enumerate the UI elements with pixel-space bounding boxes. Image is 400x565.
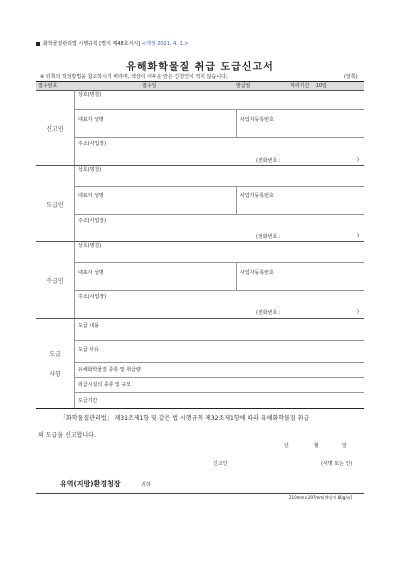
signer-label: 신고인 bbox=[213, 461, 228, 467]
bullet-icon bbox=[36, 42, 40, 46]
matters-facility-label: 취급시설의 종류 및 규모 bbox=[78, 382, 132, 388]
contractor-rep-label: 대표자 성명 bbox=[78, 193, 104, 199]
matters-reason-label: 도급 사유 bbox=[78, 347, 99, 353]
page-side-label: (앞쪽) bbox=[344, 74, 358, 80]
date-day-label: 일 bbox=[342, 443, 347, 449]
paper-spec: 210mm×297mm[백상지 80g/㎡] bbox=[289, 495, 353, 500]
subcontractor-address-label: 주소(사업장) bbox=[78, 294, 107, 300]
law-reference: 화학물질관리법 시행규칙 [별지 제48호서식] bbox=[43, 41, 141, 47]
declaration-line-2: 의 도급을 신고합니다. bbox=[38, 432, 96, 439]
subcontractor-company-label: 상호(명칭) bbox=[78, 243, 102, 249]
signature-note: (서명 또는 인) bbox=[321, 461, 353, 467]
reporter-section-title: 신고인 bbox=[46, 126, 64, 133]
reporter-phone-close: ) bbox=[357, 157, 359, 163]
reporter-phone-label: (전화번호 : bbox=[256, 158, 281, 164]
receipt-date-label: 접수일 bbox=[142, 83, 157, 89]
contractor-phone-close: ) bbox=[357, 233, 359, 239]
recipient-suffix: 귀하 bbox=[141, 482, 151, 488]
receipt-number-label: 접수번호 bbox=[38, 83, 58, 89]
contractor-company-label: 상호(명칭) bbox=[78, 167, 102, 173]
form-title: 유해화학물질 취급 도급신고서 bbox=[126, 62, 274, 73]
issue-date-label: 발급일 bbox=[236, 83, 251, 89]
contractor-section-title: 도급인 bbox=[46, 202, 64, 209]
subcontractor-section-title: 수급인 bbox=[46, 278, 64, 285]
date-month-label: 월 bbox=[314, 443, 319, 449]
recipient-title: 유역(지방)환경청장 bbox=[60, 480, 121, 488]
matters-title-1: 도급 bbox=[49, 351, 61, 358]
processing-period-label: 처리기간 10일 bbox=[290, 83, 327, 89]
instructions-note: ※ 뒤쪽의 작성방법을 참고하시기 바라며, 색상이 어두운 란은 신청인이 적지 않습니다. bbox=[40, 74, 228, 80]
matters-chemicals-label: 유해화학물질 종류 및 취급량 bbox=[78, 367, 141, 373]
matters-title-2: 사항 bbox=[49, 371, 61, 378]
contractor-address-label: 주소(사업장) bbox=[78, 218, 107, 224]
form-reference bbox=[36, 40, 188, 47]
contractor-bizno-label: 사업자등록번호 bbox=[240, 193, 274, 199]
reporter-address-label: 주소(사업장) bbox=[78, 141, 107, 147]
declaration-line-1: 「화학물질관리법」 제31조제1항 및 같은 법 시행규칙 제32조제1항에 따라 유해화학물질 취급 bbox=[60, 415, 310, 422]
subcontractor-phone-label: (전화번호 : bbox=[256, 310, 281, 316]
reporter-company-label: 상호(명칭) bbox=[78, 92, 102, 98]
matters-period-label: 도급기간 bbox=[78, 398, 98, 404]
reporter-bizno-label: 사업자등록번호 bbox=[240, 117, 274, 123]
reporter-rep-label: 대표자 성명 bbox=[78, 117, 104, 123]
matters-content-label: 도급 내용 bbox=[78, 323, 99, 329]
subcontractor-bizno-label: 사업자등록번호 bbox=[240, 270, 274, 276]
subcontractor-phone-close: ) bbox=[357, 309, 359, 315]
date-year-label: 년 bbox=[284, 443, 289, 449]
subcontractor-rep-label: 대표자 성명 bbox=[78, 270, 104, 276]
revision-note: <개정 2021. 4. 1.> bbox=[141, 41, 189, 47]
contractor-phone-label: (전화번호 : bbox=[256, 234, 281, 240]
